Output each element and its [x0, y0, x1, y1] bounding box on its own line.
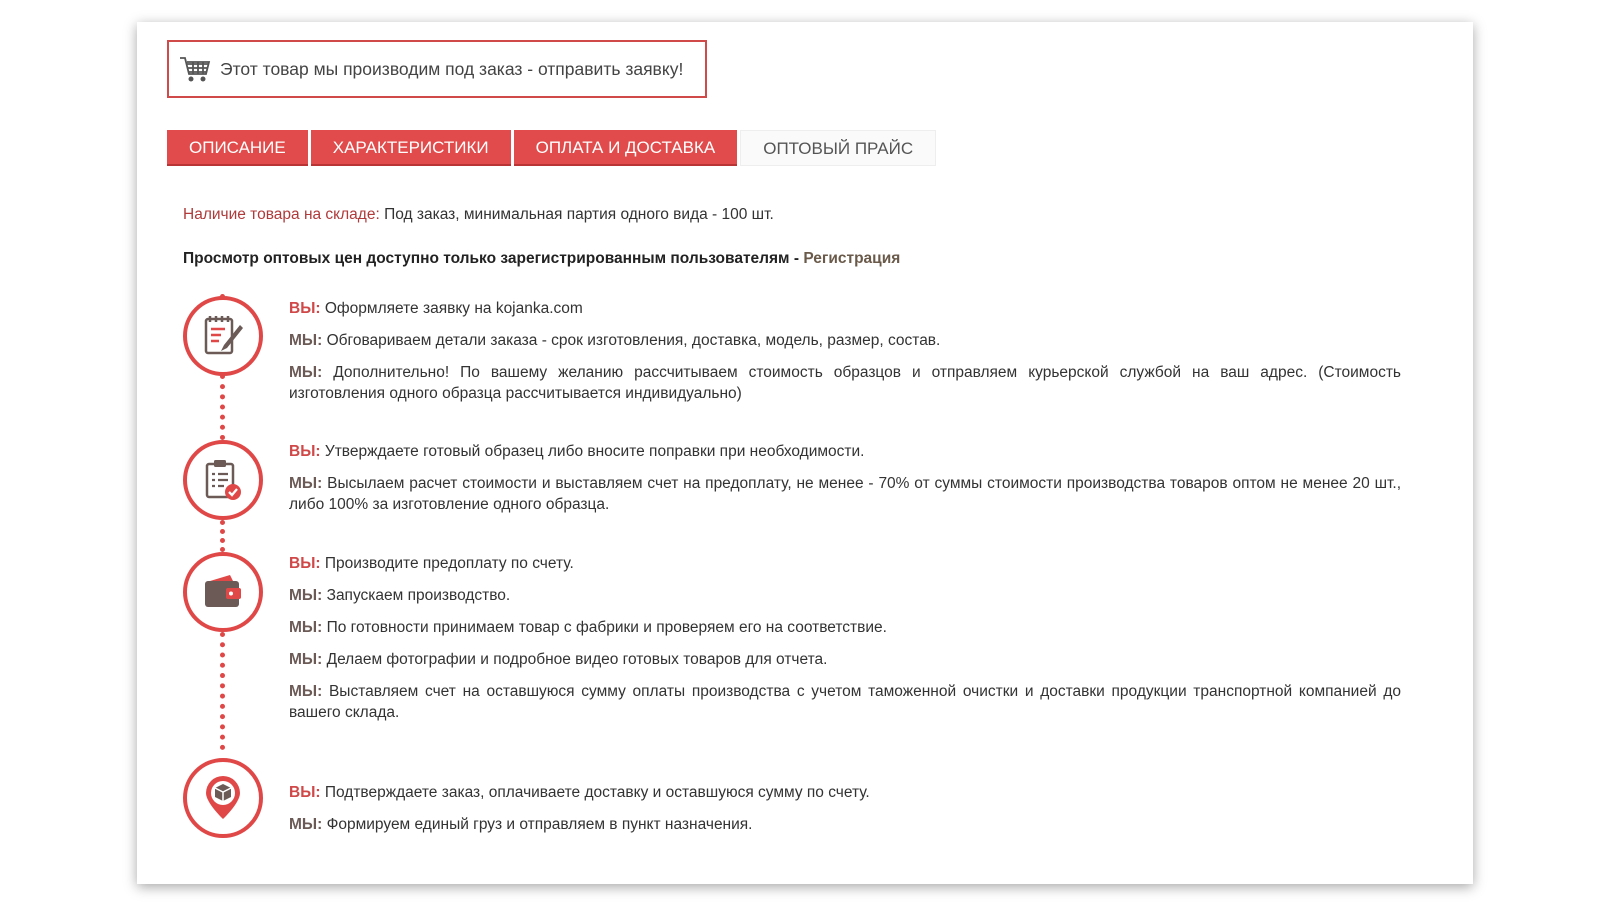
product-info-card [137, 22, 1473, 884]
timeline-connector [220, 374, 225, 440]
product-tabs [167, 130, 939, 166]
clipboard-check-icon [183, 440, 263, 520]
step-line: ВЫ: Оформляете заявку на kojanka.com [289, 300, 583, 317]
step-line: МЫ: Формируем единый груз и отправляем в пункт назначения. [289, 816, 753, 833]
step-line: ВЫ: Утверждаете готовый образец либо вносите поправки при необходимости. [289, 443, 865, 460]
step-line: МЫ: Дополнительно! По вашему желанию рассчитываем стоимость образцов и отправляем курьерской службой на ваш адрес. (Стоимость изготовления одного образца рассчитывается индивидуально) [289, 364, 1402, 402]
stock-label: Наличие товара на складе: [183, 206, 380, 223]
step-line: МЫ: Выставляем счет на оставшуюся сумму оплаты производства с учетом таможенной очистки и доставки продукции транспортной компанией до вашего склада. [289, 683, 1401, 721]
order-request-banner[interactable] [167, 40, 707, 98]
step-line: ВЫ: Производите предоплату по счету. [289, 555, 574, 572]
tab-payment-delivery[interactable]: ОПЛАТА И ДОСТАВКА [514, 130, 738, 166]
step-line: МЫ: По готовности принимаем товар с фабрики и проверяем его на соответствие. [289, 619, 887, 636]
wholesale-notice-text: Просмотр оптовых цен доступно только зарегистрированным пользователям - [183, 250, 799, 267]
step-line: МЫ: Обговариваем детали заказа - срок изготовления, доставка, модель, размер, состав. [289, 332, 941, 349]
tab-characteristics[interactable]: ХАРАКТЕРИСТИКИ [311, 130, 511, 166]
wallet-icon [183, 552, 263, 632]
tab-description[interactable]: ОПИСАНИЕ [167, 130, 308, 166]
registration-link[interactable]: Регистрация [803, 250, 901, 267]
stock-value: Под заказ, минимальная партия одного вида - 100 шт. [384, 206, 774, 223]
tab-wholesale-price[interactable]: ОПТОВЫЙ ПРАЙС [740, 130, 936, 166]
shopping-cart-icon [178, 52, 212, 86]
wholesale-notice [183, 250, 900, 268]
order-request-text: Этот товар мы производим под заказ - отправить заявку! [220, 58, 684, 79]
step-1-lines [289, 298, 1401, 415]
stock-availability [183, 206, 774, 224]
step-2-lines [289, 441, 1401, 526]
checklist-pencil-icon [183, 296, 263, 376]
step-3-lines [289, 553, 1401, 734]
step-4-lines [289, 782, 1401, 846]
step-line: МЫ: Делаем фотографии и подробное видео готовых товаров для отчета. [289, 651, 828, 668]
timeline-connector [220, 632, 225, 750]
location-box-icon [183, 758, 263, 838]
step-line: ВЫ: Подтверждаете заказ, оплачиваете доставку и оставшуюся сумму по счету. [289, 784, 870, 801]
step-line: МЫ: Запускаем производство. [289, 587, 511, 604]
step-line: МЫ: Высылаем расчет стоимости и выставляем счет на предоплату, не менее - 70% от суммы стоимости производства товаров оптом не менее 20 шт., либо 100% за изготовление одного образца. [289, 475, 1402, 513]
timeline-connector [220, 520, 225, 552]
